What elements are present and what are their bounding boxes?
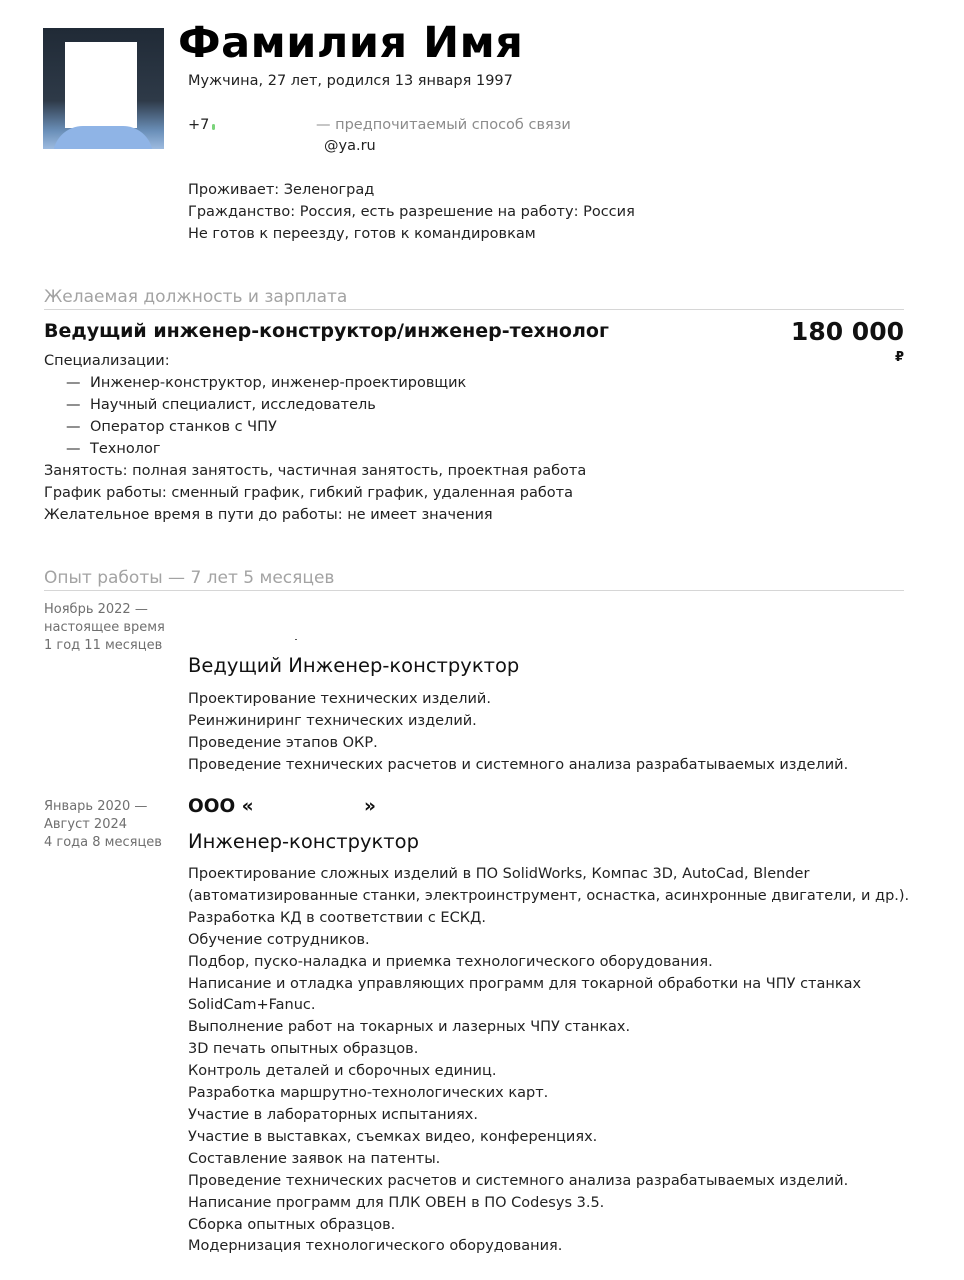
specializations-label: Специализации: <box>44 353 170 369</box>
photo-shirt <box>53 126 153 149</box>
redaction-mark <box>212 124 215 130</box>
job-date-end: настоящее время <box>44 620 165 635</box>
list-item: Написание программ для ПЛК ОВЕН в ПО Codesys 3.5. <box>188 1194 605 1211</box>
job-date-start: Январь 2020 — <box>44 799 148 814</box>
company-name-close: » <box>364 796 376 817</box>
list-item: SolidCam+Fanuc. <box>188 997 316 1014</box>
list-item: Модернизация технологического оборудования. <box>188 1238 563 1255</box>
relocation: Не готов к переезду, готов к командировкам <box>188 226 536 242</box>
section-title-experience: Опыт работы — 7 лет 5 месяцев <box>44 568 904 591</box>
list-item: Выполнение работ на токарных и лазерных ЧПУ станках. <box>188 1019 631 1036</box>
list-item: Проектирование сложных изделий в ПО SolidWorks, Компас 3D, AutoCad, Blender <box>188 866 810 882</box>
residence: Проживает: Зеленоград <box>188 182 375 198</box>
list-item: Проектирование технических изделий. <box>188 691 491 707</box>
job-duties <box>188 864 909 1258</box>
redaction-mark <box>295 639 297 640</box>
list-item: — Научный специалист, исследователь <box>66 394 466 416</box>
specializations-list <box>66 372 466 460</box>
list-item: Сборка опытных образцов. <box>188 1216 396 1233</box>
profile-photo <box>43 28 164 149</box>
phone-prefix: +7 <box>188 117 210 133</box>
work-schedule: График работы: сменный график, гибкий график, удаленная работа <box>44 485 573 501</box>
list-item: Контроль деталей и сборочных единиц. <box>188 1063 497 1080</box>
job-title: Ведущий Инженер-конструктор <box>188 654 520 677</box>
list-item: Обучение сотрудников. <box>188 931 370 948</box>
list-item: — Технолог <box>66 438 466 460</box>
demographics: Мужчина, 27 лет, родился 13 января 1997 <box>188 73 513 89</box>
currency-sign: ₽ <box>894 350 904 365</box>
job-duration: 1 год 11 месяцев <box>44 638 163 653</box>
commute-time: Желательное время в пути до работы: не имеет значения <box>44 507 493 523</box>
list-item: Написание и отладка управляющих программ для токарной обработки на ЧПУ станках <box>188 975 862 992</box>
job-duties <box>188 689 848 777</box>
candidate-name: Фамилия Имя <box>178 18 524 68</box>
job-date-start: Ноябрь 2022 — <box>44 602 148 617</box>
list-item: Подбор, пуско-наладка и приемка технологического оборудования. <box>188 953 713 970</box>
list-item: Реинжиниринг технических изделий. <box>188 712 477 729</box>
photo-redaction <box>65 42 137 128</box>
citizenship: Гражданство: Россия, есть разрешение на работу: Россия <box>188 204 635 220</box>
employment-type: Занятость: полная занятость, частичная занятость, проектная работа <box>44 463 587 479</box>
job-date-end: Август 2024 <box>44 817 128 832</box>
list-item: (автоматизированные станки, электроинструмент, оснастка, асинхронные двигатели, и др.). <box>188 887 910 904</box>
section-title-desired: Желаемая должность и зарплата <box>44 287 904 310</box>
list-item: Разработка КД в соответствии с ЕСКД. <box>188 909 486 926</box>
salary-amount: 180 000 <box>790 317 904 346</box>
job-duration: 4 года 8 месяцев <box>44 835 162 850</box>
list-item: Проведение технических расчетов и системного анализа разрабатываемых изделий. <box>188 756 849 773</box>
list-item: Участие в выставках, съемках видео, конференциях. <box>188 1128 598 1145</box>
list-item: Участие в лабораторных испытаниях. <box>188 1106 478 1123</box>
list-item: — Оператор станков с ЧПУ <box>66 416 466 438</box>
email-suffix: @ya.ru <box>324 138 376 154</box>
job-title: Инженер-конструктор <box>188 830 419 853</box>
list-item: — Инженер-конструктор, инженер-проектировщик <box>66 372 466 394</box>
company-name-open: ООО « <box>188 796 254 817</box>
contact-preference-note: — предпочитаемый способ связи <box>316 117 571 133</box>
list-item: Проведение технических расчетов и системного анализа разрабатываемых изделий. <box>188 1172 849 1189</box>
desired-position: Ведущий инженер-конструктор/инженер-технолог <box>44 320 609 342</box>
list-item: Проведение этапов ОКР. <box>188 734 378 751</box>
list-item: Разработка маршрутно-технологических карт. <box>188 1085 549 1102</box>
list-item: 3D печать опытных образцов. <box>188 1041 419 1058</box>
list-item: Составление заявок на патенты. <box>188 1150 441 1167</box>
